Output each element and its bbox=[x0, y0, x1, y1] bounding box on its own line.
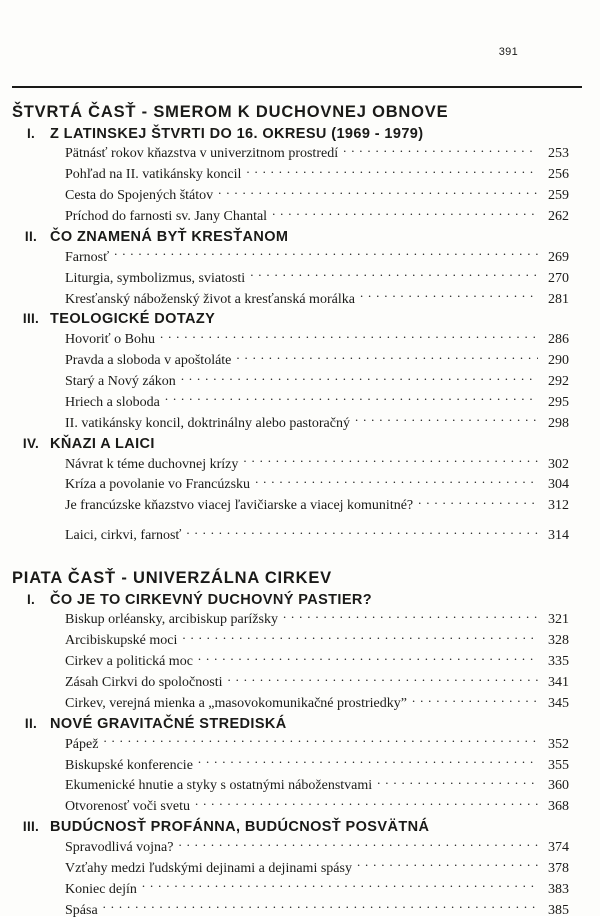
toc-entry-page: 270 bbox=[548, 270, 569, 286]
toc-entry bbox=[12, 474, 582, 495]
toc-entry bbox=[12, 651, 582, 672]
toc-entry-page: 253 bbox=[548, 146, 569, 162]
toc-entry-title: II. vatikánsky koncil, doktrinálny alebo pastoračný bbox=[65, 415, 350, 431]
leader-dots bbox=[250, 268, 538, 282]
leader-dots bbox=[195, 796, 538, 810]
leader-dots bbox=[355, 413, 538, 427]
part-title: ŠTVRTÁ ČASŤ - SMEROM K DUCHOVNEJ OBNOVE bbox=[12, 103, 449, 121]
chapter-title: KŇAZI A LAICI bbox=[50, 435, 155, 452]
toc-entry-title: Laici, cirkvi, farnosť bbox=[65, 528, 182, 544]
chapter-number: I. bbox=[26, 125, 36, 141]
toc-entry bbox=[12, 268, 582, 289]
toc-entry-title: Koniec dejín bbox=[65, 881, 137, 897]
toc-entry bbox=[12, 143, 582, 164]
leader-dots bbox=[418, 495, 538, 509]
toc-entry bbox=[12, 289, 582, 310]
leader-dots bbox=[228, 672, 539, 686]
leader-dots bbox=[243, 454, 538, 468]
toc-entry bbox=[12, 206, 582, 227]
chapter-heading bbox=[12, 435, 582, 454]
toc-entry-page: 290 bbox=[548, 353, 569, 369]
toc-entry-title: Je francúzske kňazstvo viacej ľavičiarske a viacej komunitné? bbox=[65, 498, 414, 514]
leader-dots bbox=[246, 164, 538, 178]
toc-entry-title: Otvorenosť voči svetu bbox=[65, 799, 190, 815]
toc-entry-page: 383 bbox=[548, 881, 569, 897]
toc-entry bbox=[12, 392, 582, 413]
toc-entry-title: Cirkev, verejná mienka a „masovokomunikačné prostriedky” bbox=[65, 695, 407, 711]
toc-entry-page: 262 bbox=[548, 209, 569, 225]
toc-entry bbox=[12, 796, 582, 817]
chapter-heading bbox=[12, 591, 582, 610]
toc-entry-title: Príchod do farnosti sv. Jany Chantal bbox=[65, 209, 268, 225]
toc-entry-page: 368 bbox=[548, 799, 569, 815]
toc-entry-title: Starý a Nový zákon bbox=[65, 374, 176, 390]
header-rule bbox=[12, 86, 582, 88]
leader-dots bbox=[236, 350, 538, 364]
toc-entry-title: Pätnásť rokov kňazstva v univerzitnom prostredí bbox=[65, 146, 339, 162]
toc-entry-title: Pápež bbox=[65, 736, 99, 752]
toc-entry-title: Biskup orléansky, arcibiskup parížsky bbox=[65, 612, 278, 628]
chapter-number: II. bbox=[24, 715, 38, 731]
leader-dots bbox=[160, 329, 538, 343]
toc-entry-page: 385 bbox=[548, 902, 569, 918]
toc-entry-title: Návrat k téme duchovnej krízy bbox=[65, 456, 239, 472]
table-of-contents bbox=[12, 96, 582, 921]
leader-dots bbox=[255, 474, 538, 488]
toc-entry-title: Hriech a sloboda bbox=[65, 394, 160, 410]
toc-entry bbox=[12, 734, 582, 755]
toc-entry-page: 352 bbox=[548, 736, 569, 752]
spacer bbox=[12, 516, 582, 525]
chapter-title: ČO JE TO CIRKEVNÝ DUCHOVNÝ PASTIER? bbox=[50, 591, 373, 608]
page-number: 391 bbox=[498, 46, 518, 58]
leader-dots bbox=[198, 651, 538, 665]
toc-entry bbox=[12, 185, 582, 206]
toc-entry-page: 269 bbox=[548, 249, 569, 265]
toc-entry bbox=[12, 329, 582, 350]
chapter-heading bbox=[12, 228, 582, 247]
toc-entry-title: Biskupské konferencie bbox=[65, 757, 193, 773]
toc-entry-page: 256 bbox=[548, 167, 569, 183]
toc-entry bbox=[12, 413, 582, 434]
toc-entry bbox=[12, 247, 582, 268]
toc-entry-page: 298 bbox=[548, 415, 569, 431]
chapter-number: III. bbox=[22, 819, 40, 835]
toc-entry-title: Spása bbox=[65, 902, 98, 918]
toc-entry-page: 345 bbox=[548, 695, 569, 711]
toc-entry bbox=[12, 775, 582, 796]
leader-dots bbox=[114, 247, 538, 261]
leader-dots bbox=[186, 525, 538, 539]
chapter-title: Z LATINSKEJ ŠTVRTI DO 16. OKRESU (1969 - 1979) bbox=[50, 125, 424, 142]
toc-entry-title: Hovoriť o Bohu bbox=[65, 332, 155, 348]
chapter-title: TEOLOGICKÉ DOTAZY bbox=[50, 311, 216, 328]
toc-entry bbox=[12, 495, 582, 516]
toc-entry-page: 314 bbox=[548, 528, 569, 544]
toc-entry-title: Ekumenické hnutie a styky s ostatnými náboženstvami bbox=[65, 778, 373, 794]
leader-dots bbox=[178, 837, 538, 851]
chapter-heading bbox=[12, 310, 582, 329]
leader-dots bbox=[165, 392, 538, 406]
chapter-heading bbox=[12, 818, 582, 837]
toc-entry-page: 360 bbox=[548, 778, 569, 794]
toc-entry-title: Liturgia, symbolizmus, sviatosti bbox=[65, 270, 246, 286]
toc-entry-page: 335 bbox=[548, 654, 569, 670]
chapter-number: I. bbox=[26, 591, 36, 607]
toc-entry bbox=[12, 630, 582, 651]
chapter-title: ČO ZNAMENÁ BYŤ KRESŤANOM bbox=[50, 228, 289, 245]
toc-entry bbox=[12, 164, 582, 185]
toc-entry-page: 328 bbox=[548, 633, 569, 649]
toc-entry bbox=[12, 755, 582, 776]
toc-entry bbox=[12, 672, 582, 693]
leader-dots bbox=[272, 206, 538, 220]
toc-entry bbox=[12, 350, 582, 371]
chapter-title: NOVÉ GRAVITAČNÉ STREDISKÁ bbox=[50, 715, 287, 732]
toc-entry-page: 259 bbox=[548, 188, 569, 204]
leader-dots bbox=[343, 143, 538, 157]
leader-dots bbox=[360, 289, 538, 303]
toc-entry bbox=[12, 609, 582, 630]
toc-entry-page: 292 bbox=[548, 374, 569, 390]
toc-entry-page: 281 bbox=[548, 291, 569, 307]
toc-entry-title: Pravda a sloboda v apoštoláte bbox=[65, 353, 232, 369]
chapter-number: III. bbox=[22, 311, 40, 327]
toc-entry bbox=[12, 879, 582, 900]
toc-entry bbox=[12, 525, 582, 546]
leader-dots bbox=[182, 630, 538, 644]
toc-entry-page: 302 bbox=[548, 456, 569, 472]
part-title: PIATA ČASŤ - UNIVERZÁLNA CIRKEV bbox=[12, 569, 332, 587]
leader-dots bbox=[283, 609, 538, 623]
toc-entry bbox=[12, 900, 582, 921]
leader-dots bbox=[181, 371, 538, 385]
toc-entry-page: 355 bbox=[548, 757, 569, 773]
leader-dots bbox=[103, 734, 538, 748]
toc-entry bbox=[12, 858, 582, 879]
leader-dots bbox=[198, 755, 538, 769]
toc-entry-page: 312 bbox=[548, 498, 569, 514]
chapter-number: IV. bbox=[22, 435, 40, 451]
chapter-heading bbox=[12, 125, 582, 144]
toc-entry-page: 374 bbox=[548, 840, 569, 856]
chapter-title: BUDÚCNOSŤ PROFÁNNA, BUDÚCNOSŤ POSVÄTNÁ bbox=[50, 819, 430, 836]
leader-dots bbox=[218, 185, 538, 199]
toc-entry-title: Arcibiskupské moci bbox=[65, 633, 178, 649]
toc-entry-page: 304 bbox=[548, 477, 569, 493]
toc-entry-title: Kresťanský náboženský život a kresťanská morálka bbox=[65, 291, 355, 307]
toc-entry-page: 378 bbox=[548, 860, 569, 876]
leader-dots bbox=[103, 900, 538, 914]
leader-dots bbox=[357, 858, 538, 872]
toc-entry bbox=[12, 693, 582, 714]
leader-dots bbox=[377, 775, 538, 789]
toc-entry-title: Vzťahy medzi ľudskými dejinami a dejinami spásy bbox=[65, 860, 352, 876]
chapter-heading bbox=[12, 715, 582, 734]
toc-entry-page: 321 bbox=[548, 612, 569, 628]
toc-entry-page: 295 bbox=[548, 394, 569, 410]
toc-entry-title: Pohľad na II. vatikánsky koncil bbox=[65, 167, 242, 183]
toc-entry-title: Cirkev a politická moc bbox=[65, 654, 193, 670]
toc-entry-title: Cesta do Spojených štátov bbox=[65, 188, 214, 204]
toc-entry-page: 286 bbox=[548, 332, 569, 348]
chapter-number: II. bbox=[24, 228, 38, 244]
toc-entry bbox=[12, 837, 582, 858]
toc-entry-title: Spravodlivá vojna? bbox=[65, 840, 174, 856]
leader-dots bbox=[412, 693, 538, 707]
toc-entry bbox=[12, 454, 582, 475]
toc-entry bbox=[12, 371, 582, 392]
toc-entry-title: Kríza a povolanie vo Francúzsku bbox=[65, 477, 251, 493]
toc-entry-title: Farnosť bbox=[65, 249, 110, 265]
toc-entry-title: Zásah Cirkvi do spoločnosti bbox=[65, 675, 223, 691]
leader-dots bbox=[142, 879, 538, 893]
toc-entry-page: 341 bbox=[548, 675, 569, 691]
